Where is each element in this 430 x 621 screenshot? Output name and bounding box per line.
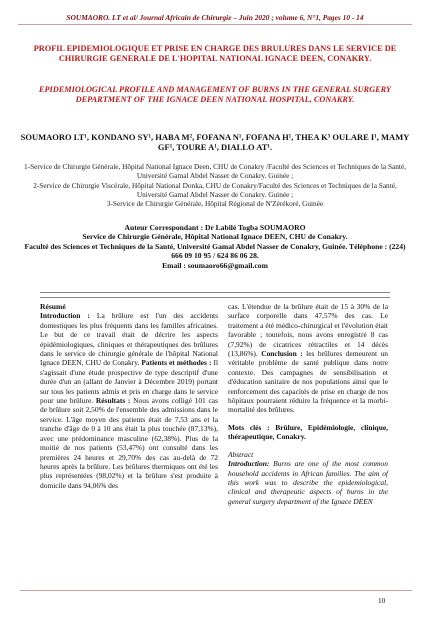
running-header: SOUMAORO. LT et al/ Journal Africain de Chirurgie – Juin 2020 ; volume 6, N°1, Pages 10 - 14 — [66, 13, 364, 22]
corresponding-author-service: Service de Chirurgie Générale, Hôpital National Ignace DEEN, CHU de Conakry. — [82, 232, 348, 242]
methods-label: Patients et méthodes : — [141, 358, 212, 368]
abstract-intro-text: Burns are one of the most common household accidents in African families. The aim of this work was to describe the epidemiological, clinical and therapeutic aspects of burns in the general surgery department of the Ignace DEEN — [228, 459, 388, 506]
keywords: Mots clés : Brûlure, Epidémiologie, clinique, thérapeutique, Conakry. — [228, 422, 388, 442]
affiliation-2: 2-Service de Chirurgie Viscérale, Hôpital National Donka, CHU de Conakry/Faculté des Sciences et Techniques de la Santé, Université Gamal Abdel Nasser de Conakry. Guinée ; — [33, 180, 397, 199]
intro-text: La brûlure est l'un des accidents domestiques les plus fréquents dans les familles africaines. Le but de ce travail était de décrire les aspects épidémiologiques, cliniques et thérapeutiques des brûlures dans le service de chirurgie générale de l'hôpital National Ignace DEEN, CHU de Conakry. — [40, 311, 219, 368]
affiliation-3: 3-Service de Chirurgie Générale, Hôpital Régional de N'Zérékoré, Guinée — [106, 199, 324, 209]
results-label: Résultats : — [95, 396, 131, 406]
resume-body — [40, 311, 218, 490]
left-column — [40, 302, 218, 490]
resume-heading: Résumé — [40, 302, 66, 311]
resume-body-continued — [228, 302, 388, 415]
author-list: SOUMAORO LT¹, KONDANO SY¹, HABA M², FOFANA N¹, FOFANA H¹, THEA K³ OULARE I¹, MAMY GF¹, TOURE A¹, DIALLO AT¹. — [20, 132, 410, 153]
corresponding-author-name: Auteur Correspondant : Dr Labilé Togba SOUMAORO — [124, 223, 306, 232]
affiliations — [24, 162, 406, 208]
article-title-english: EPIDEMIOLOGICAL PROFILE AND MANAGEMENT OF BURNS IN THE GENERAL SURGERY DEPARTMENT OF THE IGNACE DEEN NATIONAL HOSPITAL, CONAKRY. — [38, 85, 392, 105]
corresponding-author-faculty: Faculté des Sciences et Techniques de la Santé, Université Gamal Abdel Nasser de Conakry, Guinée. Téléphone : (224) 666 09 10 95 / 624 86 06 28. — [24, 241, 406, 261]
conclusion-label: Conclusion : — [261, 349, 303, 359]
header-rule — [18, 24, 412, 25]
results-text: Nous avons colligé 101 cas de brûlure soit 2,50% de l'ensemble des admissions dans le service. L'âge moyen des patients était de 7,53 ans et la tranche d'âge de 0 à 10 ans était la plus touchée (87,13%), avec une prédominance masculine (62,38%). Plus de la moitié de nos patients (53,47%) ont consulté dans les premières 24 heures et 29,70% des cas au-delà de 72 heures après la brûlure. Les brûlures thermiques ont été les plus représentées (98,02%) et la brûlure s'est produite à domicile dans 94,06% des — [40, 396, 218, 490]
abstract-heading: Abstract — [228, 449, 254, 459]
article-title-french: PROFIL EPIDEMIOLOGIQUE ET PRISE EN CHARGE DES BRULURES DANS LE SERVICE DE CHIRURGIE GENERALE DE L'HOPITAL NATIONAL IGNACE DEEN, CONAKRY. — [33, 44, 397, 64]
page-number: 10 — [378, 596, 386, 605]
section-divider — [40, 292, 390, 293]
affiliation-1: 1-Service de Chirurgie Générale, Hôpital National Ignace Deen, CHU de Conakry /Faculté des Sciences et Techniques de la Santé, Université Gamal Abdel Nasser de Conakry. Guinée ; — [24, 162, 406, 181]
intro-label: Introduction : — [40, 311, 90, 321]
corresponding-author-email: Email : soumaoro66@gmail.com — [162, 260, 268, 270]
results-text-continued: cas. L'étendue de la brûlure était de 15 à 30% de la surface corporelle dans 47,57% des cas. Le traitement a été médico-chirurgical et l'évolution était favorable ; toutefois, nous avons enregistré 8 cas (7,92%) de cicatrices rétractiles et 14 décès (13,86%). — [228, 302, 388, 359]
conclusion-text: les brûlures demeurent un véritable problème de santé publique dans notre contexte. Des campagnes de sensibilisation et d'éducation sanitaire de nos populations ainsi que le renforcement des capacités de prise en charge de nos hôpitaux pourraient réduire la fréquence et la morbi-mortalité des brûlures. — [228, 349, 388, 415]
methods-text: Il s'agissait d'une étude prospective de type descriptif d'une durée d'un an (allant de Janvier à Décembre 2019) portant sur tous les patients admis et pris en charge dans le service pour une brûlure. — [40, 358, 219, 406]
corresponding-author — [24, 223, 406, 270]
footer-rule — [20, 590, 412, 591]
right-column — [228, 302, 388, 506]
section-divider — [40, 297, 390, 298]
abstract-body — [228, 459, 388, 506]
abstract-intro-label: Introduction: — [228, 459, 270, 469]
